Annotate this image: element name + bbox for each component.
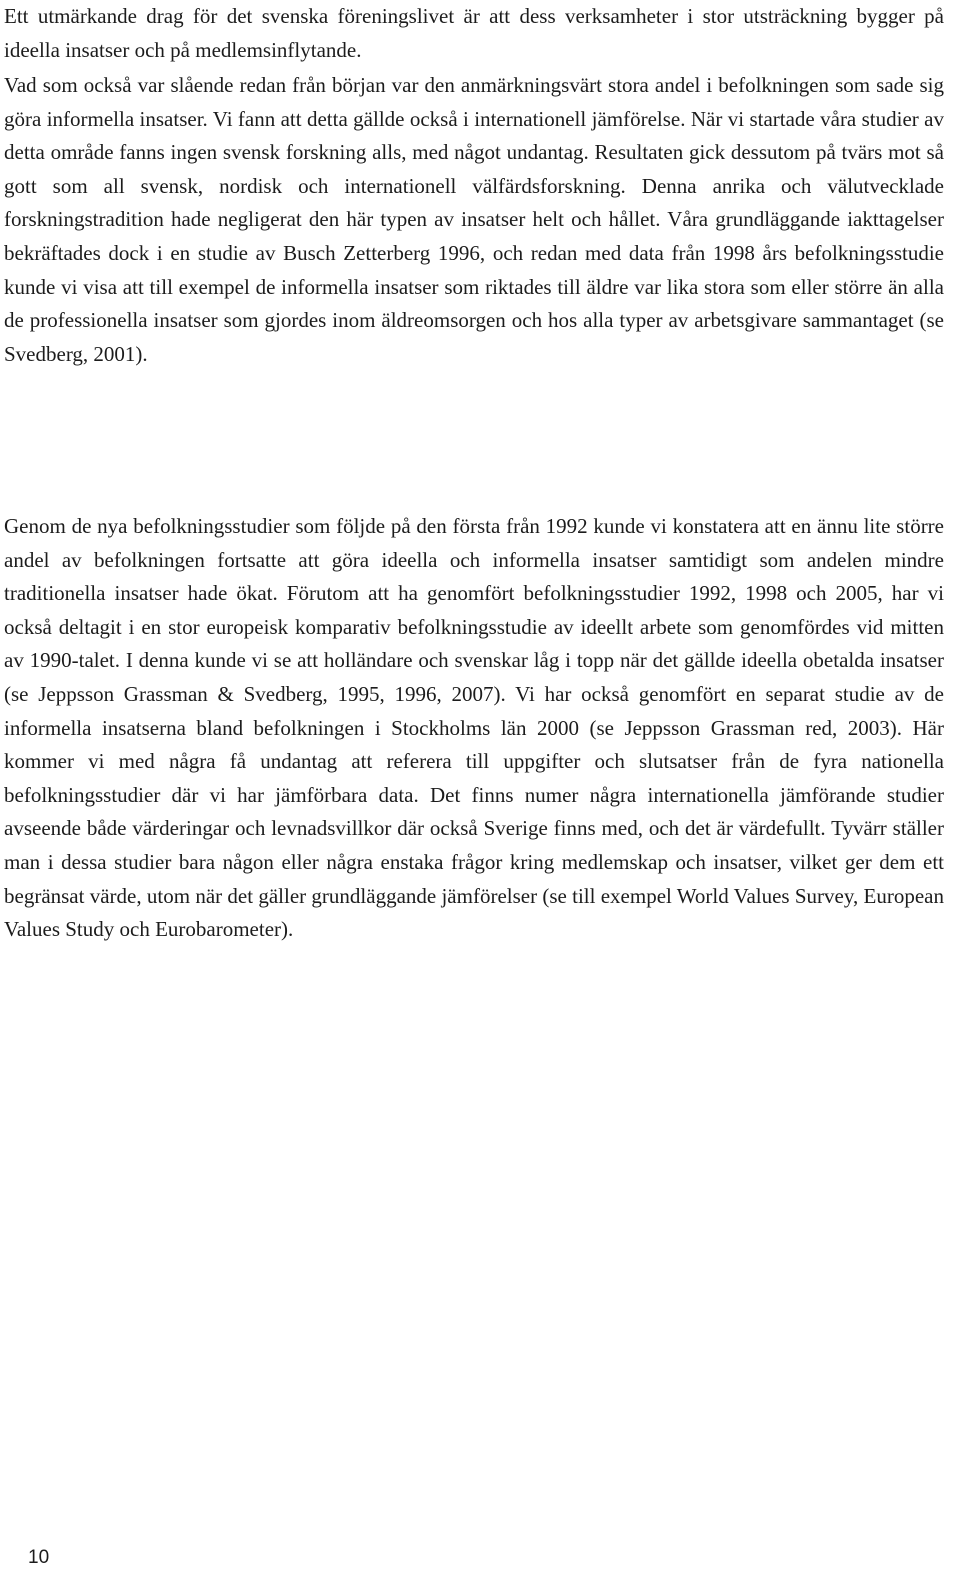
page-number: 10 — [28, 1547, 50, 1568]
paragraph-intro: Ett utmärkande drag för det svenska föreningslivet är att dess verksamheter i stor utsträckning bygger på ideella insatser och på medlemsinflytande. — [4, 4, 944, 62]
paragraph-population-studies: Genom de nya befolkningsstudier som följde på den första från 1992 kunde vi konstatera att en ännu lite större andel av befolkningen fortsatte att göra ideella och informella insatser samtidigt som andelen mindre traditionella insatser hade ökat. Förutom att ha genomfört befolkningsstudier 1992, 1998 och 2005, har vi också deltagit i en stor europeisk komparativ befolkningsstudie av ideellt arbete som genomfördes vid mitten av 1990-talet. I denna kunde vi se att holländare och svenskar låg i topp när det gällde ideella obetalda insatser (se Jeppsson Grassman & Svedberg, 1995, 1996, 2007). Vi har också genomfört en separat studie av de informella insatserna bland befolkningen i Stockholms län 2000 (se Jeppsson Grassman red, 2003). Här kommer vi med några få undantag att referera till uppgifter och slutsatser från de fyra nationella befolkningsstudier där vi har jämförbara data. Det finns numer några internationella jämförande studier avseende både värderingar och levnadsvillkor där också Sverige finns med, och det är värdefullt. Tyvärr ställer man i dessa studier bara någon eller några enstaka frågor kring medlemskap och insatser, vilket ger dem ett begränsat värde, utom när det gäller grundläggande jämförelser (se till exempel World Values Survey, European Values Study och Eurobarometer). — [4, 514, 944, 942]
paragraph-informal-efforts: Vad som också var slående redan från början var den anmärkningsvärt stora andel i befolkningen som sade sig göra informella insatser. Vi fann att detta gällde också i internationell jämförelse. När vi startade våra studier av detta område fanns ingen svensk forskning alls, med något undantag. Resultaten gick dessutom på tvärs mot så gott som all svensk, nordisk och internationell välfärdsforskning. Denna anrika och välutvecklade forskningstradition hade negligerat den här typen av insatser helt och hållet. Våra grundläggande iakttagelser bekräftades dock i en studie av Busch Zetterberg 1996, och redan med data från 1998 års befolkningsstudie kunde vi visa att till exempel de informella insatser som riktades till äldre var lika stora som eller större än alla de professionella insatser som gjordes inom äldreomsorgen och hos alla typer av arbetsgivare sammantaget (se Svedberg, 2001). — [4, 73, 944, 366]
